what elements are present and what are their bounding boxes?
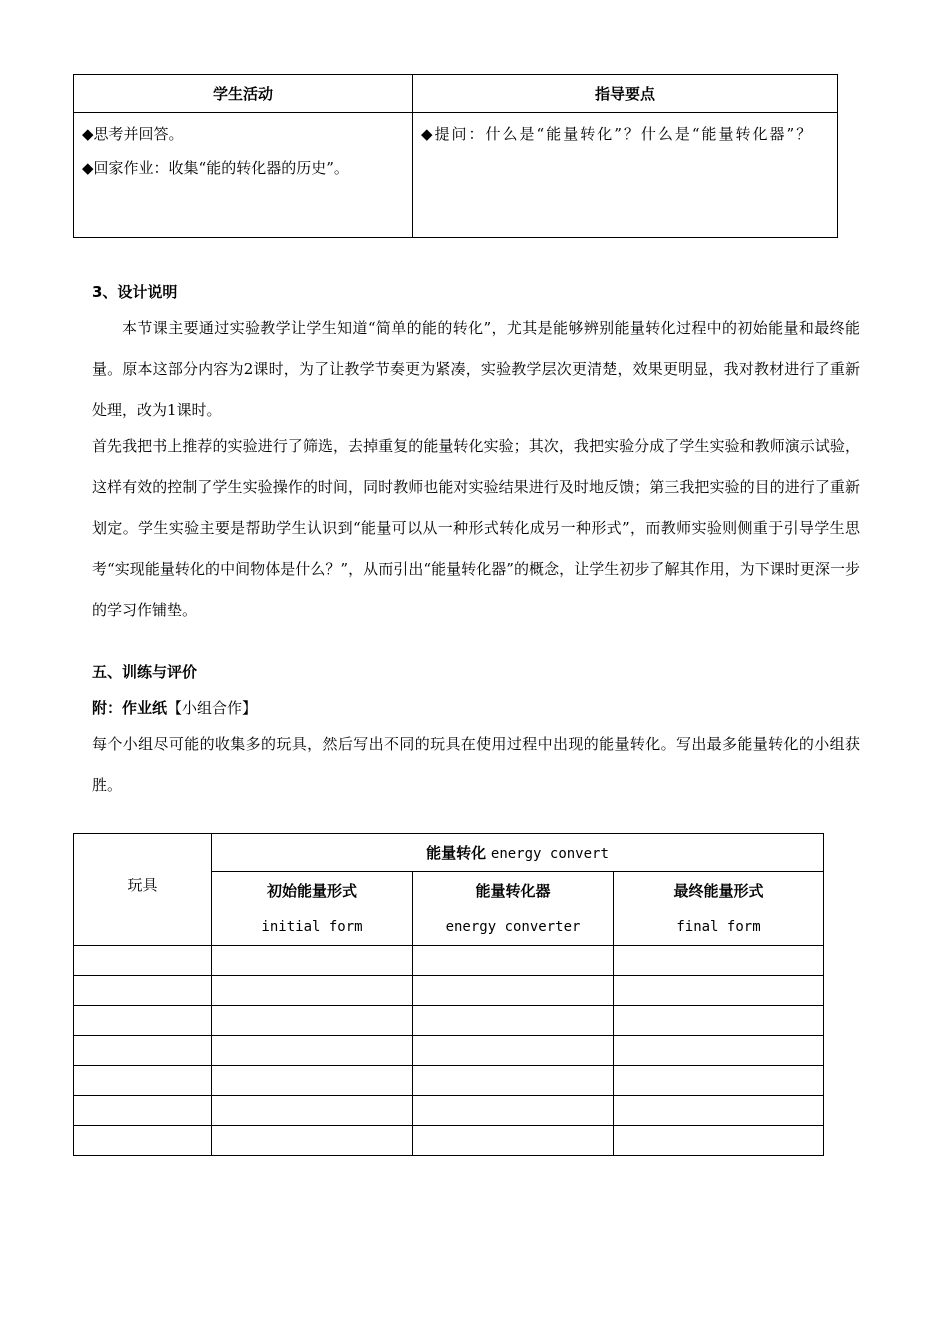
student-line-2: ◆回家作业：收集“能的转化器的历史”。 bbox=[82, 159, 349, 177]
section5-heading: 五、训练与评价 bbox=[92, 663, 198, 681]
empty-rows bbox=[74, 946, 824, 1156]
col-final-form-en: final form bbox=[676, 918, 761, 935]
empty-cell bbox=[614, 1126, 824, 1156]
empty-cell bbox=[74, 1036, 212, 1066]
empty-cell bbox=[614, 946, 824, 976]
empty-cell bbox=[74, 976, 212, 1006]
empty-cell bbox=[413, 1066, 614, 1096]
student-activity-cell bbox=[74, 113, 413, 238]
empty-cell bbox=[614, 1066, 824, 1096]
toy-header: 玩具 bbox=[74, 834, 212, 946]
header-guidance: 指导要点 bbox=[413, 75, 838, 113]
guidance-line: ◆提问：什么是“能量转化”？什么是“能量转化器”？ bbox=[421, 125, 814, 143]
attachment-tag: 【小组合作】 bbox=[167, 699, 258, 717]
energy-convert-header bbox=[212, 834, 824, 872]
table-row bbox=[74, 1096, 824, 1126]
empty-cell bbox=[614, 976, 824, 1006]
col-energy-converter-cn: 能量转化器 bbox=[475, 881, 551, 900]
empty-cell bbox=[74, 1006, 212, 1036]
homework-instruction: 每个小组尽可能的收集多的玩具，然后写出不同的玩具在使用过程中出现的能量转化。写出最多能量转化的小组获胜。 bbox=[92, 735, 860, 794]
guidance-cell bbox=[413, 113, 838, 238]
table-row bbox=[74, 976, 824, 1006]
attachment-line bbox=[92, 688, 858, 729]
energy-convert-cn: 能量转化 bbox=[426, 844, 487, 862]
header-student-activity: 学生活动 bbox=[74, 75, 413, 113]
col-energy-converter-en: energy converter bbox=[445, 918, 581, 935]
empty-cell bbox=[614, 1096, 824, 1126]
table-row bbox=[74, 1126, 824, 1156]
section3-paragraph-2: 首先我把书上推荐的实验进行了筛选，去掉重复的能量转化实验；其次，我把实验分成了学生实验和教师演示试验，这样有效的控制了学生实验操作的时间，同时教师也能对实验结果进行及时地反馈；第三我把实验的目的进行了重新划定。学生实验主要是帮助学生认识到“能量可以从一种形式转化成另一种形式”，而教师实验则侧重于引导学生思考“实现能量转化的中间物体是什么？”，从而引出“能量转化器”的概念，让学生初步了解其作用，为下课时更深一步的学习作铺垫。 bbox=[92, 437, 860, 619]
empty-cell bbox=[413, 1036, 614, 1066]
empty-cell bbox=[74, 1066, 212, 1096]
empty-cell bbox=[74, 1096, 212, 1126]
section3-heading: 3、设计说明 bbox=[92, 283, 178, 301]
col-initial-form-cn: 初始能量形式 bbox=[266, 881, 357, 900]
attachment-label: 附：作业纸 bbox=[92, 699, 168, 717]
student-line-1: ◆思考并回答。 bbox=[82, 125, 184, 143]
table-row bbox=[74, 1036, 824, 1066]
activity-table bbox=[73, 74, 838, 238]
empty-cell bbox=[212, 976, 413, 1006]
empty-cell bbox=[413, 1096, 614, 1126]
empty-cell bbox=[614, 1006, 824, 1036]
empty-cell bbox=[413, 1126, 614, 1156]
table-row bbox=[74, 1006, 824, 1036]
section3-paragraph-1: 本节课主要通过实验教学让学生知道“简单的能的转化”，尤其是能够辨别能量转化过程中的初始能量和最终能量。原本这部分内容为2课时，为了让教学节奏更为紧凑，实验教学层次更清楚，效果更明显，我对教材进行了重新处理，改为1课时。 bbox=[92, 319, 860, 419]
empty-cell bbox=[413, 1006, 614, 1036]
empty-cell bbox=[74, 1126, 212, 1156]
empty-cell bbox=[212, 1126, 413, 1156]
col-initial-form-en: initial form bbox=[261, 918, 363, 935]
table-row bbox=[74, 1066, 824, 1096]
empty-cell bbox=[413, 946, 614, 976]
empty-cell bbox=[212, 1096, 413, 1126]
col-final-form bbox=[614, 872, 824, 946]
col-final-form-cn: 最终能量形式 bbox=[673, 881, 764, 900]
empty-cell bbox=[413, 976, 614, 1006]
col-initial-form bbox=[212, 872, 413, 946]
table-row bbox=[74, 946, 824, 976]
empty-cell bbox=[74, 946, 212, 976]
energy-conversion-table bbox=[73, 833, 824, 1156]
empty-cell bbox=[614, 1036, 824, 1066]
empty-cell bbox=[212, 1066, 413, 1096]
empty-cell bbox=[212, 1006, 413, 1036]
empty-cell bbox=[212, 1036, 413, 1066]
energy-convert-en: energy convert bbox=[490, 846, 609, 862]
col-energy-converter bbox=[413, 872, 614, 946]
empty-cell bbox=[212, 946, 413, 976]
